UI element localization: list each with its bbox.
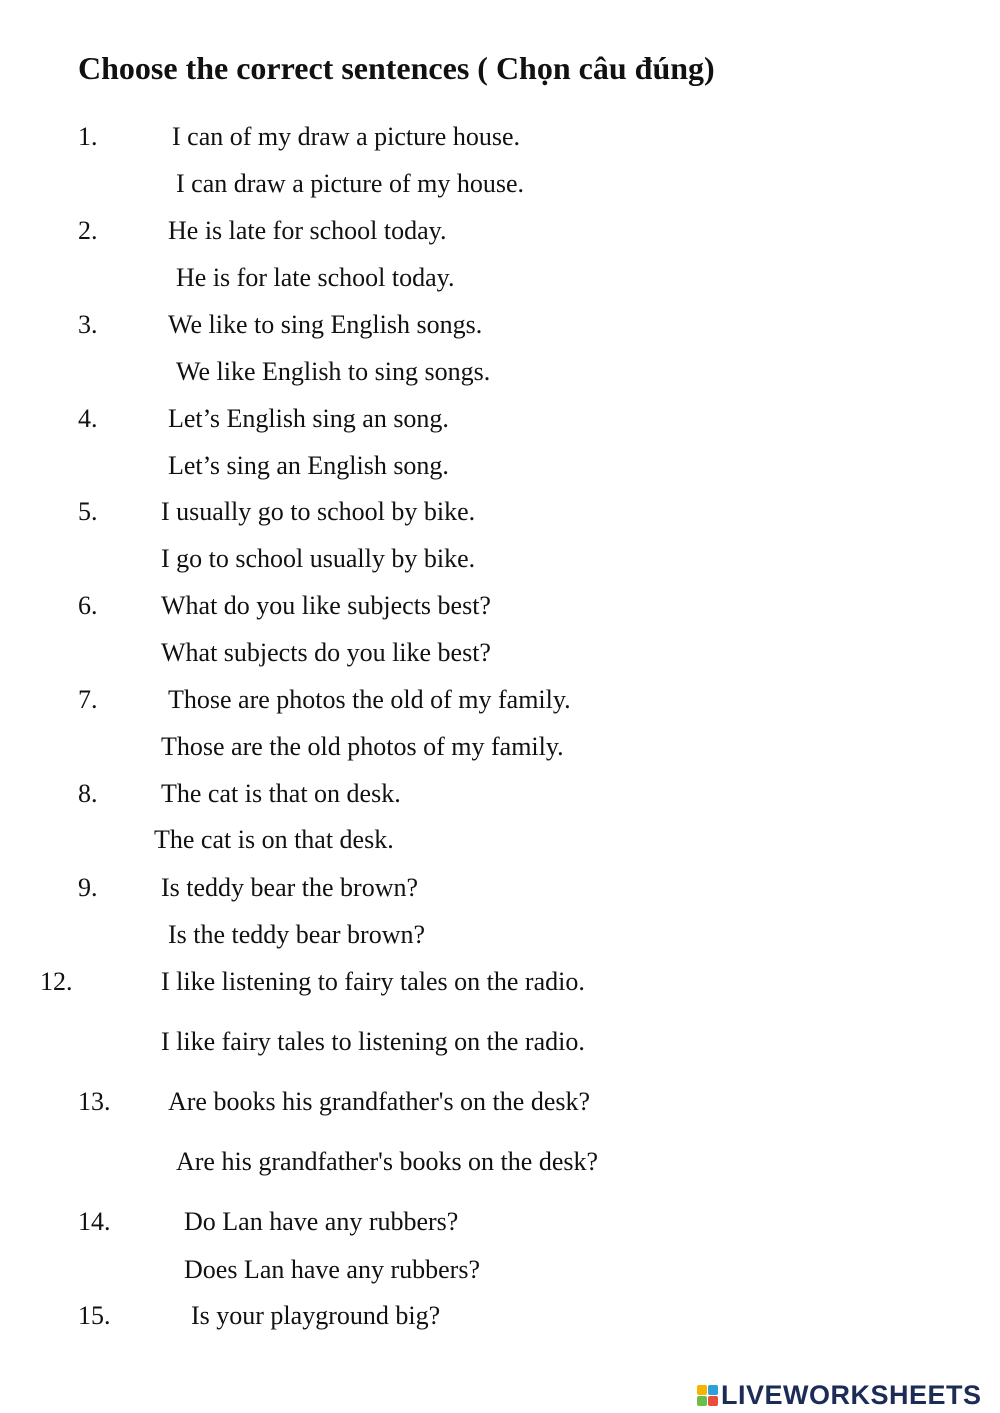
question-15-number: 15. (78, 1301, 111, 1330)
question-8-option-b[interactable]: The cat is on that desk. (154, 825, 394, 854)
question-7-number: 7. (78, 685, 98, 714)
logo-square-2 (708, 1385, 718, 1395)
question-13-option-b[interactable]: Are his grandfather's books on the desk? (176, 1147, 599, 1176)
question-7-option-b[interactable]: Those are the old photos of my family. (161, 732, 564, 761)
question-14-option-b[interactable]: Does Lan have any rubbers? (184, 1255, 480, 1284)
question-13-option-a[interactable]: Are books his grandfather's on the desk? (168, 1087, 591, 1116)
logo-square-1 (697, 1385, 707, 1395)
question-3-option-a[interactable]: We like to sing English songs. (168, 310, 483, 339)
question-6-number: 6. (78, 591, 98, 620)
liveworksheets-logo (697, 1378, 982, 1412)
question-1-option-a[interactable]: I can of my draw a picture house. (172, 122, 520, 151)
question-12-number: 12. (40, 967, 73, 996)
question-2-option-a[interactable]: He is late for school today. (168, 216, 447, 245)
question-4-option-a[interactable]: Let’s English sing an song. (168, 404, 449, 433)
question-9-option-b[interactable]: Is the teddy bear brown? (168, 920, 426, 949)
question-2-option-b[interactable]: He is for late school today. (176, 263, 455, 292)
question-7-option-a[interactable]: Those are photos the old of my family. (168, 685, 571, 714)
liveworksheets-logo-icon (697, 1385, 718, 1406)
question-9-number: 9. (78, 873, 98, 902)
question-3-option-b[interactable]: We like English to sing songs. (176, 357, 491, 386)
question-12-option-a[interactable]: I like listening to fairy tales on the radio. (161, 967, 585, 996)
question-5-number: 5. (78, 497, 98, 526)
question-1-option-b[interactable]: I can draw a picture of my house. (176, 169, 524, 198)
question-4-number: 4. (78, 404, 98, 433)
question-6-option-a[interactable]: What do you like subjects best? (161, 591, 491, 620)
question-5-option-b[interactable]: I go to school usually by bike. (161, 544, 476, 573)
question-8-option-a[interactable]: The cat is that on desk. (161, 779, 401, 808)
question-13-number: 13. (78, 1087, 111, 1116)
logo-square-4 (708, 1396, 718, 1406)
question-2-number: 2. (78, 216, 98, 245)
worksheet-title: Choose the correct sentences ( Chọn câu đúng) (78, 50, 715, 86)
question-1-number: 1. (78, 122, 98, 151)
liveworksheets-logo-text: LIVEWORKSHEETS (721, 1379, 982, 1410)
question-14-number: 14. (78, 1207, 111, 1236)
question-14-option-a[interactable]: Do Lan have any rubbers? (184, 1207, 459, 1236)
logo-square-3 (697, 1396, 707, 1406)
question-8-number: 8. (78, 779, 98, 808)
question-12-option-b[interactable]: I like fairy tales to listening on the radio. (161, 1027, 585, 1056)
question-4-option-b[interactable]: Let’s sing an English song. (168, 451, 449, 480)
question-9-option-a[interactable]: Is teddy bear the brown? (161, 873, 419, 902)
question-3-number: 3. (78, 310, 98, 339)
question-15-option-a[interactable]: Is your playground big? (191, 1301, 441, 1330)
question-5-option-a[interactable]: I usually go to school by bike. (161, 497, 476, 526)
question-6-option-b[interactable]: What subjects do you like best? (161, 638, 491, 667)
